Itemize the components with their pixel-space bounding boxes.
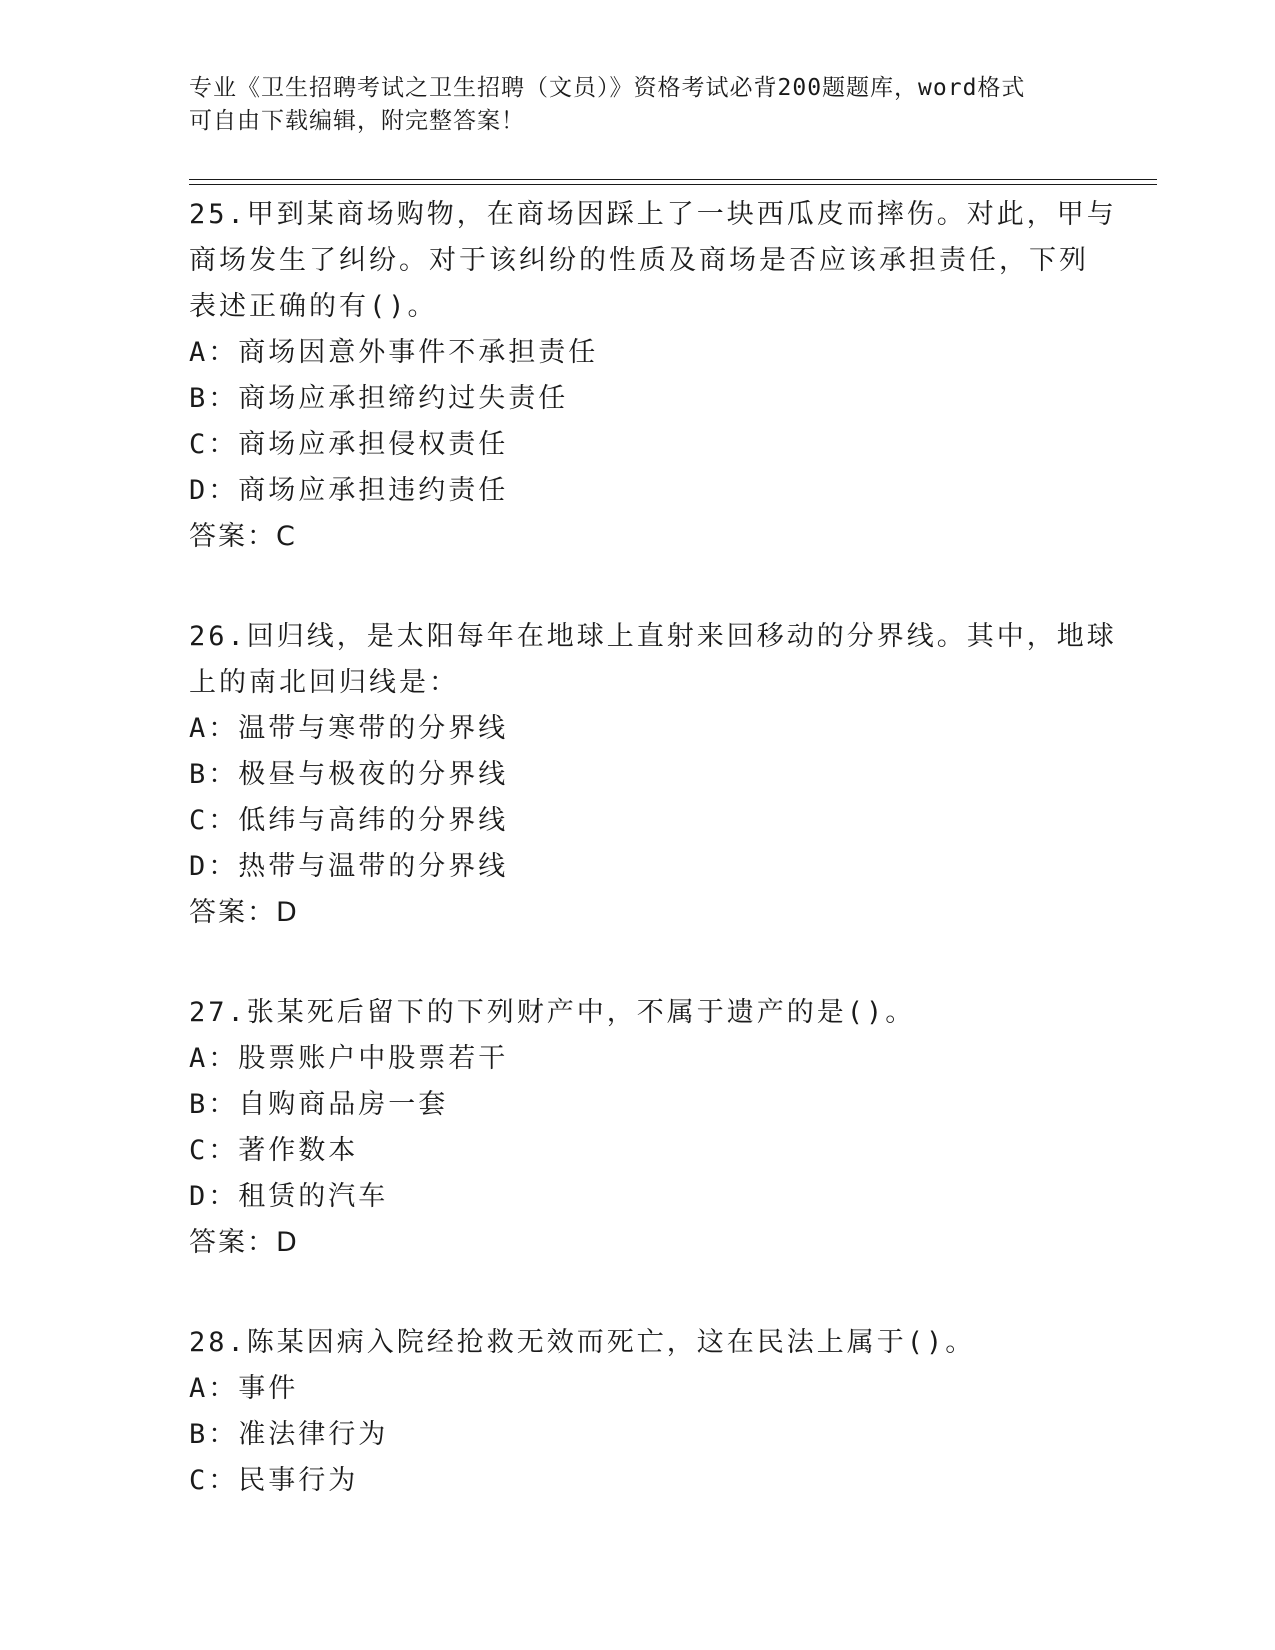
option-a: A：温带与寒带的分界线	[189, 713, 509, 744]
option-b: B：商场应承担缔约过失责任	[189, 383, 569, 414]
option-a: A：股票账户中股票若干	[189, 1043, 509, 1074]
question-list	[189, 192, 1117, 1558]
header-line-1: 专业《卫生招聘考试之卫生招聘（文员）》资格考试必背200题题库，word格式	[189, 75, 1026, 101]
header-rule-bottom	[189, 184, 1157, 185]
answer-line: 答案：D	[189, 897, 299, 928]
header-rule-top	[189, 179, 1157, 180]
question-27	[189, 990, 1089, 1266]
question-25	[189, 192, 1117, 560]
option-d: D：商场应承担违约责任	[189, 475, 509, 506]
question-28	[189, 1320, 1089, 1504]
question-stem-line: 商场发生了纠纷。对于该纠纷的性质及商场是否应该承担责任，下列	[189, 245, 1089, 276]
option-a: A：商场因意外事件不承担责任	[189, 337, 599, 368]
option-d: D：热带与温带的分界线	[189, 851, 509, 882]
option-b: B：极昼与极夜的分界线	[189, 759, 509, 790]
document-header	[189, 72, 1089, 138]
option-d: D：租赁的汽车	[189, 1181, 389, 1212]
option-a: A：事件	[189, 1373, 299, 1404]
option-b: B：准法律行为	[189, 1419, 389, 1450]
question-stem-line: 表述正确的有()。	[189, 291, 438, 322]
option-c: C：民事行为	[189, 1465, 359, 1496]
answer-line: 答案：D	[189, 1227, 299, 1258]
question-stem-line: 27.张某死后留下的下列财产中，不属于遗产的是()。	[189, 997, 916, 1028]
option-b: B：自购商品房一套	[189, 1089, 449, 1120]
header-line-2: 可自由下载编辑，附完整答案！	[189, 108, 525, 134]
question-stem-line: 25.甲到某商场购物，在商场因踩上了一块西瓜皮而摔伤。对此，甲与	[189, 199, 1117, 230]
option-c: C：著作数本	[189, 1135, 359, 1166]
question-stem-line: 上的南北回归线是：	[189, 667, 459, 698]
option-c: C：商场应承担侵权责任	[189, 429, 509, 460]
question-26	[189, 614, 1117, 936]
option-c: C：低纬与高纬的分界线	[189, 805, 509, 836]
answer-line: 答案：C	[189, 521, 297, 552]
question-stem-line: 26.回归线，是太阳每年在地球上直射来回移动的分界线。其中，地球	[189, 621, 1117, 652]
question-stem-line: 28.陈某因病入院经抢救无效而死亡，这在民法上属于()。	[189, 1327, 976, 1358]
